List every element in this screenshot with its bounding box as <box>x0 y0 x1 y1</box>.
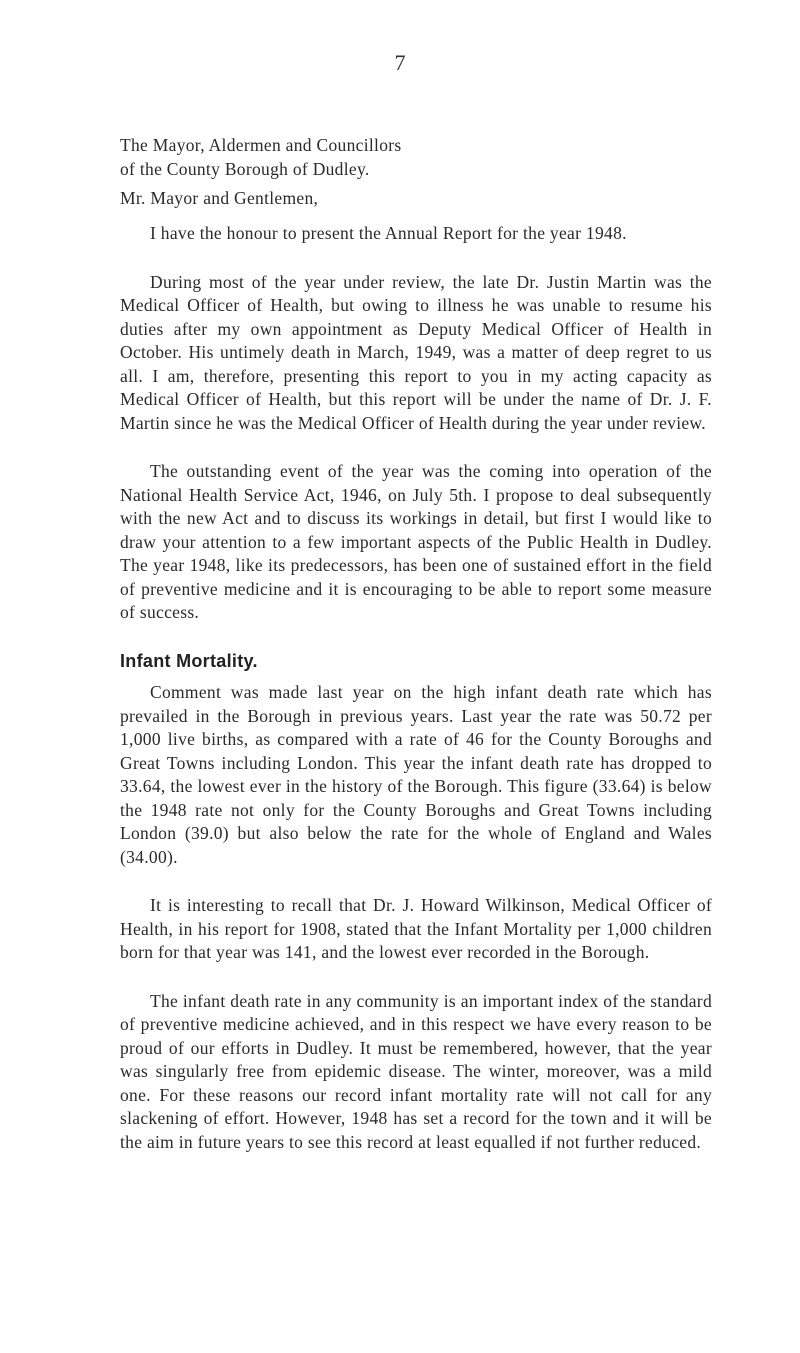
address-line-1: The Mayor, Aldermen and Councillors <box>120 135 402 155</box>
paragraph-intro-2: During most of the year under review, the late Dr. Justin Martin was the Medical Officer of Health, but owing to illness he was unable to resume his duties after my own appointment as Deputy Medical Officer of Health in October. His untimely death in March, 1949, was a matter of deep regret to us all. I am, therefore, presenting this report to you in my acting capacity as Medical Officer of Health, but this report will be under the name of Dr. J. F. Martin since he was the Medical Officer of Health during the year under review. <box>120 271 712 433</box>
section-heading-infant-mortality: Infant Mortality. <box>120 650 258 671</box>
paragraph-section-3: The infant death rate in any community is an important index of the standard of preventive medicine achieved, and in this respect we have every reason to be proud of our efforts in Dudley. It must be remembered, however, that the year was singularly free from epidemic disease. The winter, moreover, was a mild one. For these reasons our record infant mortality rate will not call for any slackening of effort. However, 1948 has set a record for the town and it will be the aim in future years to see this record at least equalled if not further reduced. <box>120 990 712 1152</box>
paragraph-section-1: Comment was made last year on the high infant death rate which has prevailed in the Borough in previous years. Last year the rate was 50.72 per 1,000 live births, as compared with a rate of 46 for the County Boroughs and Great Towns including London. This year the infant death rate has dropped to 33.64, the lowest ever in the history of the Borough. This figure (33.64) is below the 1948 rate not only for the County Boroughs and Great Towns including London (39.0) but also below the rate for the whole of England and Wales (34.00). <box>120 682 712 867</box>
letter-body <box>120 222 712 1179</box>
address-block <box>120 134 712 181</box>
paragraph-section-2: It is interesting to recall that Dr. J. Howard Wilkinson, Medical Officer of Health, in his report for 1908, stated that the Infant Mortality per 1,000 children born for that year was 141, and the lowest ever recorded in the Borough. <box>120 895 712 962</box>
salutation: Mr. Mayor and Gentlemen, <box>120 188 319 208</box>
address-line-2: of the County Borough of Dudley. <box>120 158 370 179</box>
paragraph-intro-1: I have the honour to present the Annual Report for the year 1948. <box>150 223 627 243</box>
paragraph-intro-3: The outstanding event of the year was the coming into operation of the National Health Service Act, 1946, on July 5th. I propose to deal subsequently with the new Act and to discuss its workings in detail, but first I would like to draw your attention to a few important aspects of the Public Health in Dudley. The year 1948, like its predecessors, has been one of sustained effort in the field of preventive medicine and it is encouraging to be able to report some measure of success. <box>120 461 712 622</box>
page-number: 7 <box>394 50 406 75</box>
